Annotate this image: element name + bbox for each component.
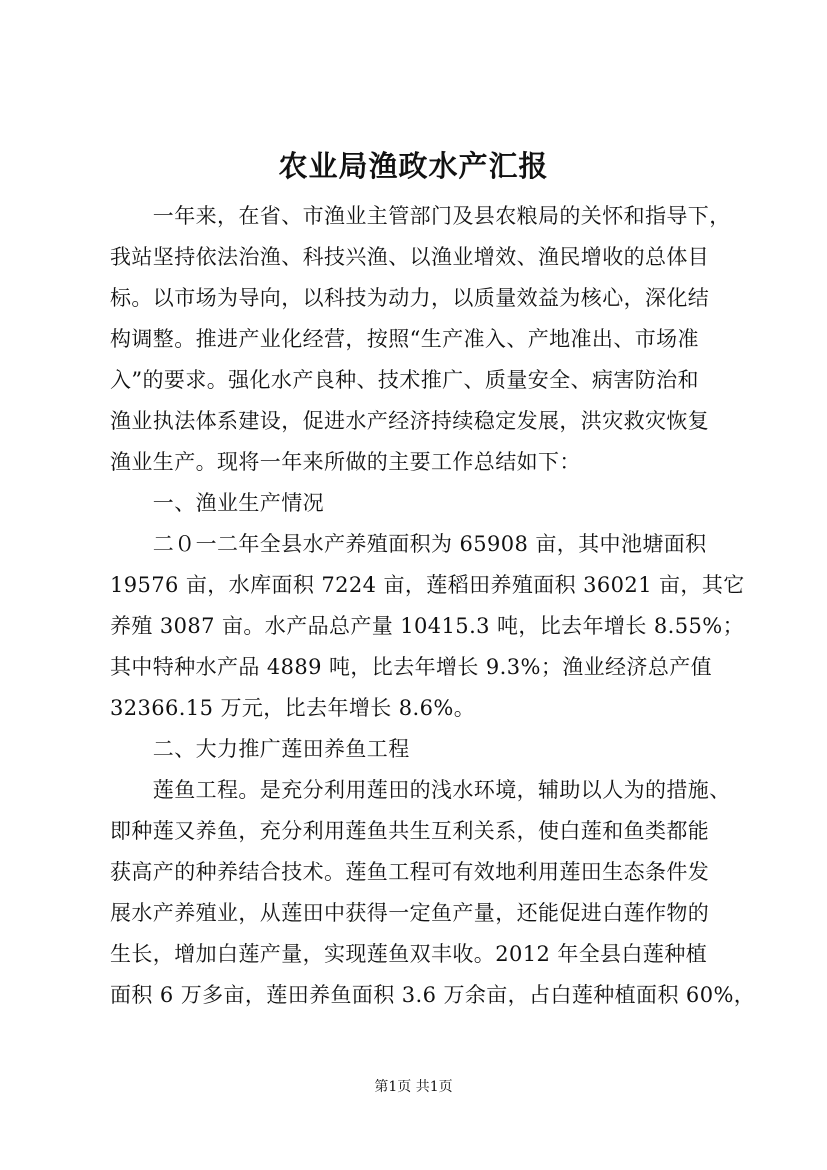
body-line: 获高产的种养结合技术。莲鱼工程可有效地利用莲田生态条件发 — [110, 860, 710, 884]
body-line: 构调整。推进产业化经营，按照“生产准入、产地准出、市场准 — [110, 327, 699, 351]
document-title: 农业局渔政水产汇报 — [278, 149, 549, 183]
section-heading: 一、渔业生产情况 — [110, 491, 324, 515]
page-footer: 第1页 共1页 — [374, 1079, 453, 1095]
body-line: 二０一二年全县水产养殖面积为 65908 亩，其中池塘面积 — [110, 532, 707, 556]
body-line: 渔业生产。现将一年来所做的主要工作总结如下： — [110, 450, 581, 474]
body-line: 展水产养殖业，从莲田中获得一定鱼产量，还能促进白莲作物的 — [110, 901, 710, 925]
body-line: 渔业执法体系建设，促进水产经济持续稳定发展，洪灾救灾恢复 — [110, 409, 710, 433]
body-line: 19576 亩，水库面积 7224 亩，莲稻田养殖面积 36021 亩，其它 — [110, 573, 745, 597]
body-line: 养殖 3087 亩。水产品总产量 10415.3 吨，比去年增长 8.55%； — [110, 614, 744, 638]
body-line: 生长，增加白莲产量，实现莲鱼双丰收。2012 年全县白莲种植 — [110, 942, 708, 966]
body-line: 面积 6 万多亩，莲田养鱼面积 3.6 万余亩，占白莲种植面积 60%， — [110, 983, 756, 1007]
body-line: 标。以市场为导向，以科技为动力，以质量效益为核心，深化结 — [110, 286, 710, 310]
body-line: 入”的要求。强化水产良种、技术推广、质量安全、病害防治和 — [110, 368, 699, 392]
body-line: 其中特种水产品 4889 吨，比去年增长 9.3%；渔业经济总产值 — [110, 655, 713, 679]
body-line: 一年来，在省、市渔业主管部门及县农粮局的关怀和指导下， — [110, 204, 731, 228]
body-line: 我站坚持依法治渔、科技兴渔、以渔业增效、渔民增收的总体目 — [110, 245, 710, 269]
body-line: 即种莲又养鱼，充分利用莲鱼共生互利关系，使白莲和鱼类都能 — [110, 819, 710, 843]
section-heading: 二、大力推广莲田养鱼工程 — [110, 737, 410, 761]
body-line: 32366.15 万元，比去年增长 8.6%。 — [110, 696, 476, 720]
body-line: 莲鱼工程。是充分利用莲田的浅水环境，辅助以人为的措施、 — [110, 778, 731, 802]
